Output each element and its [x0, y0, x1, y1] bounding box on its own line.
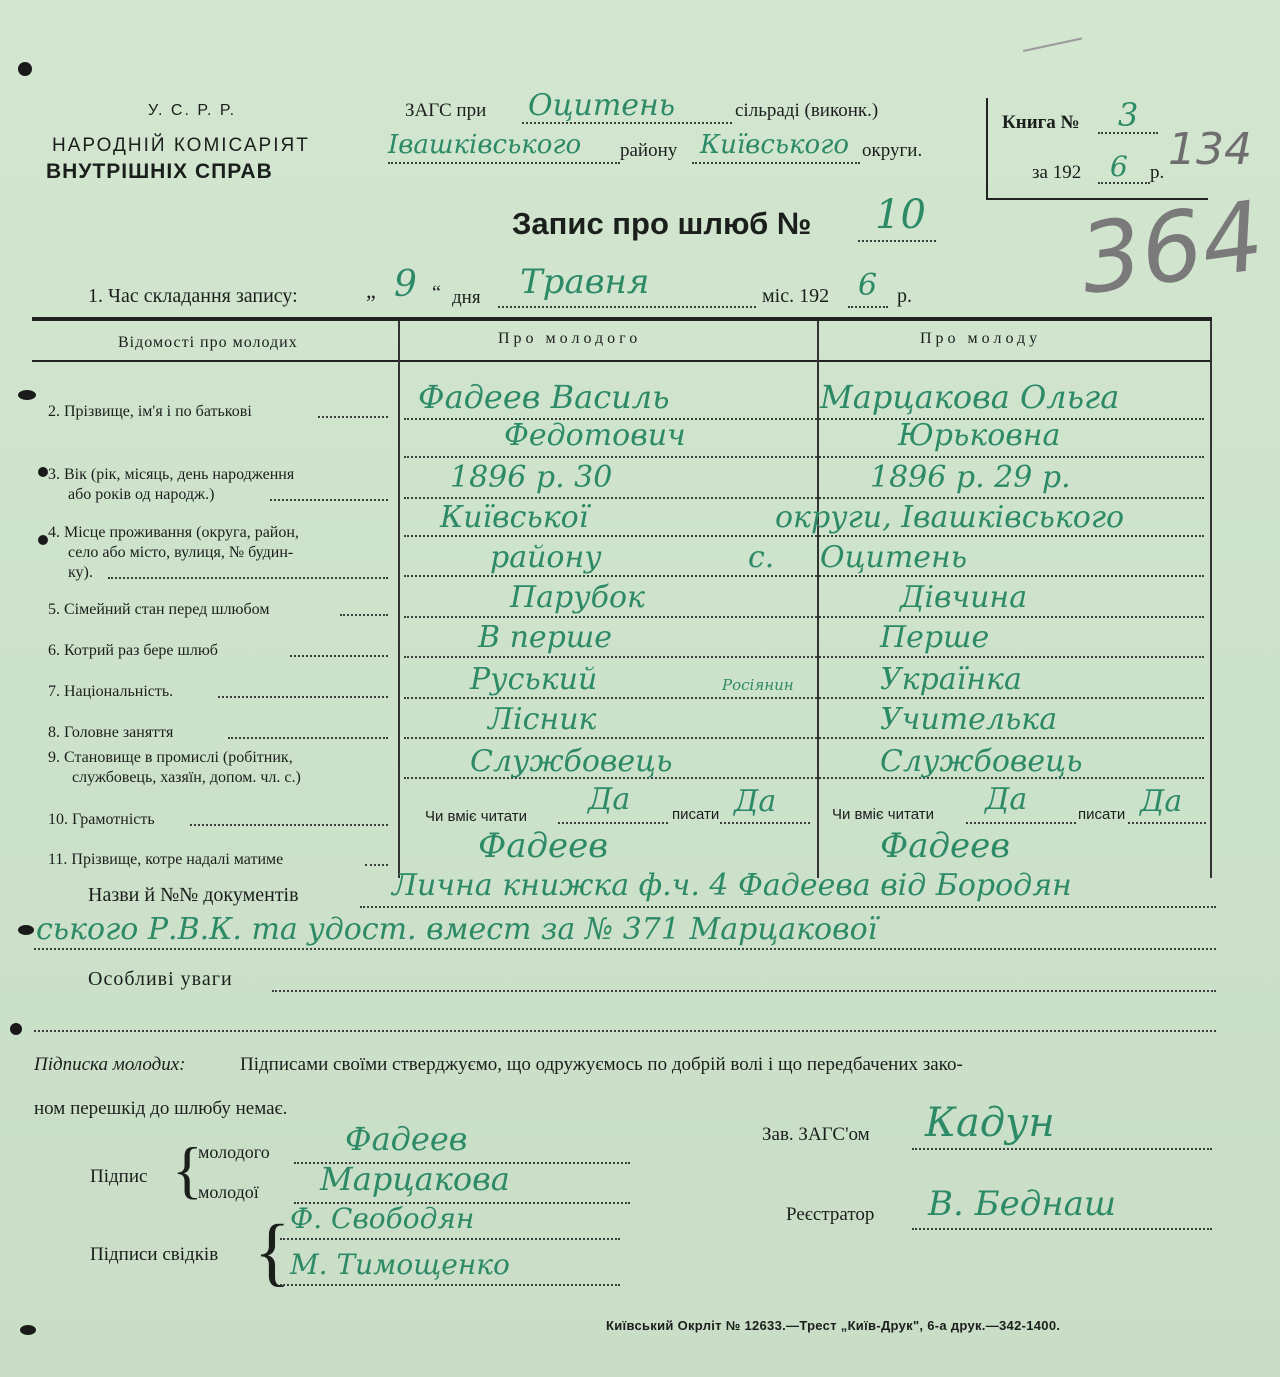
time-day: 9	[394, 264, 417, 305]
dotted-line	[340, 614, 388, 616]
dotted-line	[1098, 182, 1150, 184]
remarks-line-2[interactable]	[34, 1030, 1216, 1032]
table-col-divider	[398, 321, 400, 878]
dotted-line	[280, 1238, 620, 1240]
dotted-line	[228, 737, 388, 739]
record-number: 10	[875, 192, 926, 238]
time-month-label: міс. 192	[762, 285, 830, 307]
groom-sig-label: молодого	[198, 1142, 270, 1162]
row-label-marital: 5. Сімейний стан перед шлюбом	[48, 601, 270, 618]
row-label-nationality: 7. Національність.	[48, 683, 174, 700]
dotted-line	[404, 737, 1204, 739]
remarks-label: Особливі уваги	[88, 968, 233, 990]
groom-nationality: Руський	[470, 662, 598, 697]
bride-occupation: Учителька	[880, 702, 1058, 737]
dotted-line	[290, 655, 388, 657]
row-label-age: 3. Вік (рік, місяць, день народження	[48, 466, 295, 483]
documents-label: Назви й №№ документів	[88, 884, 299, 906]
registrar-label: Реєстратор	[786, 1204, 875, 1225]
groom-write-label: писати	[672, 806, 720, 823]
dotted-line	[720, 822, 810, 824]
binder-hole	[18, 390, 36, 400]
dotted-line	[218, 696, 388, 698]
dotted-line	[692, 162, 860, 164]
groom-residence-2: району	[490, 540, 602, 575]
corner-note: 134	[1168, 124, 1252, 175]
head-signature: Кадун	[925, 1100, 1055, 1146]
row-label-occupation: 8. Головне заняття	[48, 724, 174, 741]
row-label-future-surname: 11. Прізвище, котре надалі матиме	[48, 851, 284, 868]
dotted-line	[1128, 822, 1206, 824]
dotted-line	[318, 416, 388, 418]
binder-hole	[18, 925, 34, 935]
book-year-suffix: р.	[1150, 162, 1165, 183]
binder-hole	[38, 535, 48, 545]
zags-suffix: сільраді (виконк.)	[735, 100, 879, 121]
book-year-prefix: за 192	[1032, 162, 1082, 183]
dotted-line	[912, 1148, 1212, 1150]
bride-residence-prefix: с.	[748, 540, 775, 575]
dotted-line	[404, 656, 1204, 658]
dotted-line	[404, 497, 1204, 499]
dotted-line	[912, 1228, 1212, 1230]
bride-write-label: писати	[1078, 806, 1126, 823]
bride-residence-1: округи, Івашківського	[775, 500, 1125, 535]
groom-name-1: Фадеев Василь	[418, 378, 670, 416]
time-year-digit: 6	[858, 268, 878, 303]
row-label-position-2: службовець, хазяїн, допом. чл. с.)	[72, 769, 301, 786]
table-top-rule	[32, 317, 1212, 321]
col-header-info: Відомості про молодих	[118, 334, 298, 351]
bride-sig-label: молодої	[198, 1182, 259, 1202]
zags-district-label: району	[620, 140, 678, 161]
binder-hole	[38, 467, 48, 477]
record-title: Запис про шлюб №	[512, 206, 812, 241]
dotted-line	[1098, 132, 1158, 134]
zags-okrug: Київського	[700, 130, 850, 160]
groom-occupation: Лісник	[488, 702, 597, 737]
dotted-line	[522, 122, 732, 124]
zags-prefix: ЗАГС при	[405, 100, 487, 121]
groom-signature: Фадеев	[345, 1120, 468, 1158]
row-label-literacy: 10. Грамотність	[48, 811, 155, 828]
signature-label: Підпис	[90, 1166, 148, 1187]
binder-hole	[20, 1325, 36, 1335]
row-label-name: 2. Прізвище, ім'я і по батькові	[48, 403, 252, 420]
dotted-line	[388, 162, 620, 164]
dotted-line	[404, 616, 1204, 618]
zags-okrug-label: округи.	[862, 140, 923, 161]
dotted-line	[498, 306, 756, 308]
table-header-rule	[32, 360, 1212, 362]
time-label: 1. Час складання запису:	[88, 285, 298, 307]
signature-brace: {	[172, 1134, 203, 1205]
head-sig-label: Зав. ЗАГС'ом	[762, 1124, 870, 1145]
groom-name-2: Федотович	[504, 418, 686, 453]
time-close-quote: “	[432, 282, 441, 304]
binder-hole	[10, 1023, 22, 1035]
registrar-signature: В. Беднаш	[928, 1184, 1117, 1224]
dotted-line	[404, 575, 1204, 577]
row-label-age-2: або років од народж.)	[68, 486, 215, 503]
printer-footer: Київський Окрліт № 12633.—Трест „Київ-Друк", 6-а друк.—342-1400.	[606, 1318, 1061, 1333]
dotted-line	[404, 456, 1204, 458]
dotted-line	[858, 240, 936, 242]
groom-position: Службовець	[470, 744, 673, 779]
corner-mark	[1018, 14, 1082, 52]
row-label-residence-2: село або місто, вулиця, № будин-	[68, 544, 294, 561]
bride-position: Службовець	[880, 744, 1083, 779]
time-year-suffix: р.	[897, 285, 912, 307]
dotted-line	[108, 577, 388, 579]
witness-1-signature: Ф. Свободян	[290, 1202, 475, 1235]
declaration-text-2: ном перешкід до шлюбу немає.	[34, 1098, 288, 1119]
bride-status: Дівчина	[900, 580, 1028, 615]
dotted-line	[404, 697, 1204, 699]
groom-can-write: Да	[734, 784, 777, 819]
table-col-divider	[817, 321, 819, 878]
groom-nationality-extra: Росіянин	[722, 676, 794, 694]
bride-can-read: Да	[985, 782, 1028, 817]
bride-residence-2: Оцитень	[820, 540, 968, 575]
dotted-line	[360, 906, 1216, 908]
col-header-groom: Про молодого	[498, 330, 642, 347]
bride-times: Перше	[880, 620, 990, 655]
dotted-line	[404, 535, 1204, 537]
dotted-line	[848, 306, 888, 308]
bride-read-label: Чи вміє читати	[832, 806, 934, 823]
witness-brace: {	[254, 1210, 291, 1294]
dotted-line	[365, 864, 388, 866]
zags-village: Оцитень	[528, 88, 676, 123]
bride-age: 1896 р. 29 р.	[870, 460, 1071, 495]
remarks-line[interactable]	[272, 990, 1216, 992]
bride-name-1: Марцакова Ольга	[820, 378, 1120, 416]
row-label-residence-3: ку).	[68, 564, 93, 581]
groom-read-label: Чи вміє читати	[425, 808, 527, 825]
bride-signature: Марцакова	[320, 1160, 510, 1198]
col-header-bride: Про молоду	[920, 330, 1042, 347]
bride-can-write: Да	[1140, 784, 1183, 819]
book-year-digit: 6	[1110, 150, 1128, 183]
time-open-quote: „	[366, 278, 376, 303]
row-label-times: 6. Котрий раз бере шлюб	[48, 642, 218, 659]
groom-residence-1: Київської	[440, 500, 589, 535]
dotted-line	[558, 822, 668, 824]
documents-line-2: ського Р.В.К. та удост. вмест за № 371 Марцакової	[36, 912, 878, 947]
row-label-residence: 4. Місце проживання (округа, район,	[48, 524, 299, 541]
time-day-label: дня	[452, 287, 481, 308]
table-col-divider	[1210, 321, 1212, 878]
zags-district: Івашківського	[388, 130, 582, 160]
dotted-line	[190, 824, 388, 826]
header-commissariat: НАРОДНІЙ КОМІСАРІЯТ	[52, 135, 310, 156]
groom-can-read: Да	[588, 782, 631, 817]
time-month: Травня	[520, 262, 650, 302]
book-number: 3	[1118, 96, 1139, 134]
declaration-italic: Підписка молодих:	[34, 1054, 186, 1075]
groom-future-surname: Фадеев	[478, 826, 609, 866]
groom-status: Парубок	[510, 580, 645, 615]
bride-future-surname: Фадеев	[880, 826, 1011, 866]
declaration-text-1: Підписами своїми стверджуємо, що одружуємось по добрій волі і що передбачених зако-	[240, 1054, 963, 1075]
bride-nationality: Українка	[880, 662, 1022, 697]
documents-line-1: Лична книжка ф.ч. 4 Фадеева від Бородян	[392, 868, 1072, 903]
margin-note: 364	[1073, 179, 1271, 317]
groom-times: В перше	[478, 620, 613, 655]
groom-age: 1896 р. 30	[450, 460, 613, 495]
dotted-line	[270, 499, 388, 501]
binder-hole	[18, 62, 32, 76]
bride-name-2: Юрьковна	[898, 418, 1061, 453]
dotted-line	[34, 948, 1216, 950]
header-ussr: У. С. Р. Р.	[148, 102, 237, 119]
row-label-position: 9. Становище в промислі (робітник,	[48, 749, 293, 766]
dotted-line	[280, 1284, 620, 1286]
witness-label: Підписи свідків	[90, 1244, 219, 1265]
witness-2-signature: М. Тимощенко	[290, 1248, 510, 1281]
header-internal: ВНУТРІШНІХ СПРАВ	[46, 160, 273, 183]
book-label: Книга №	[1002, 112, 1080, 133]
dotted-line	[966, 822, 1076, 824]
